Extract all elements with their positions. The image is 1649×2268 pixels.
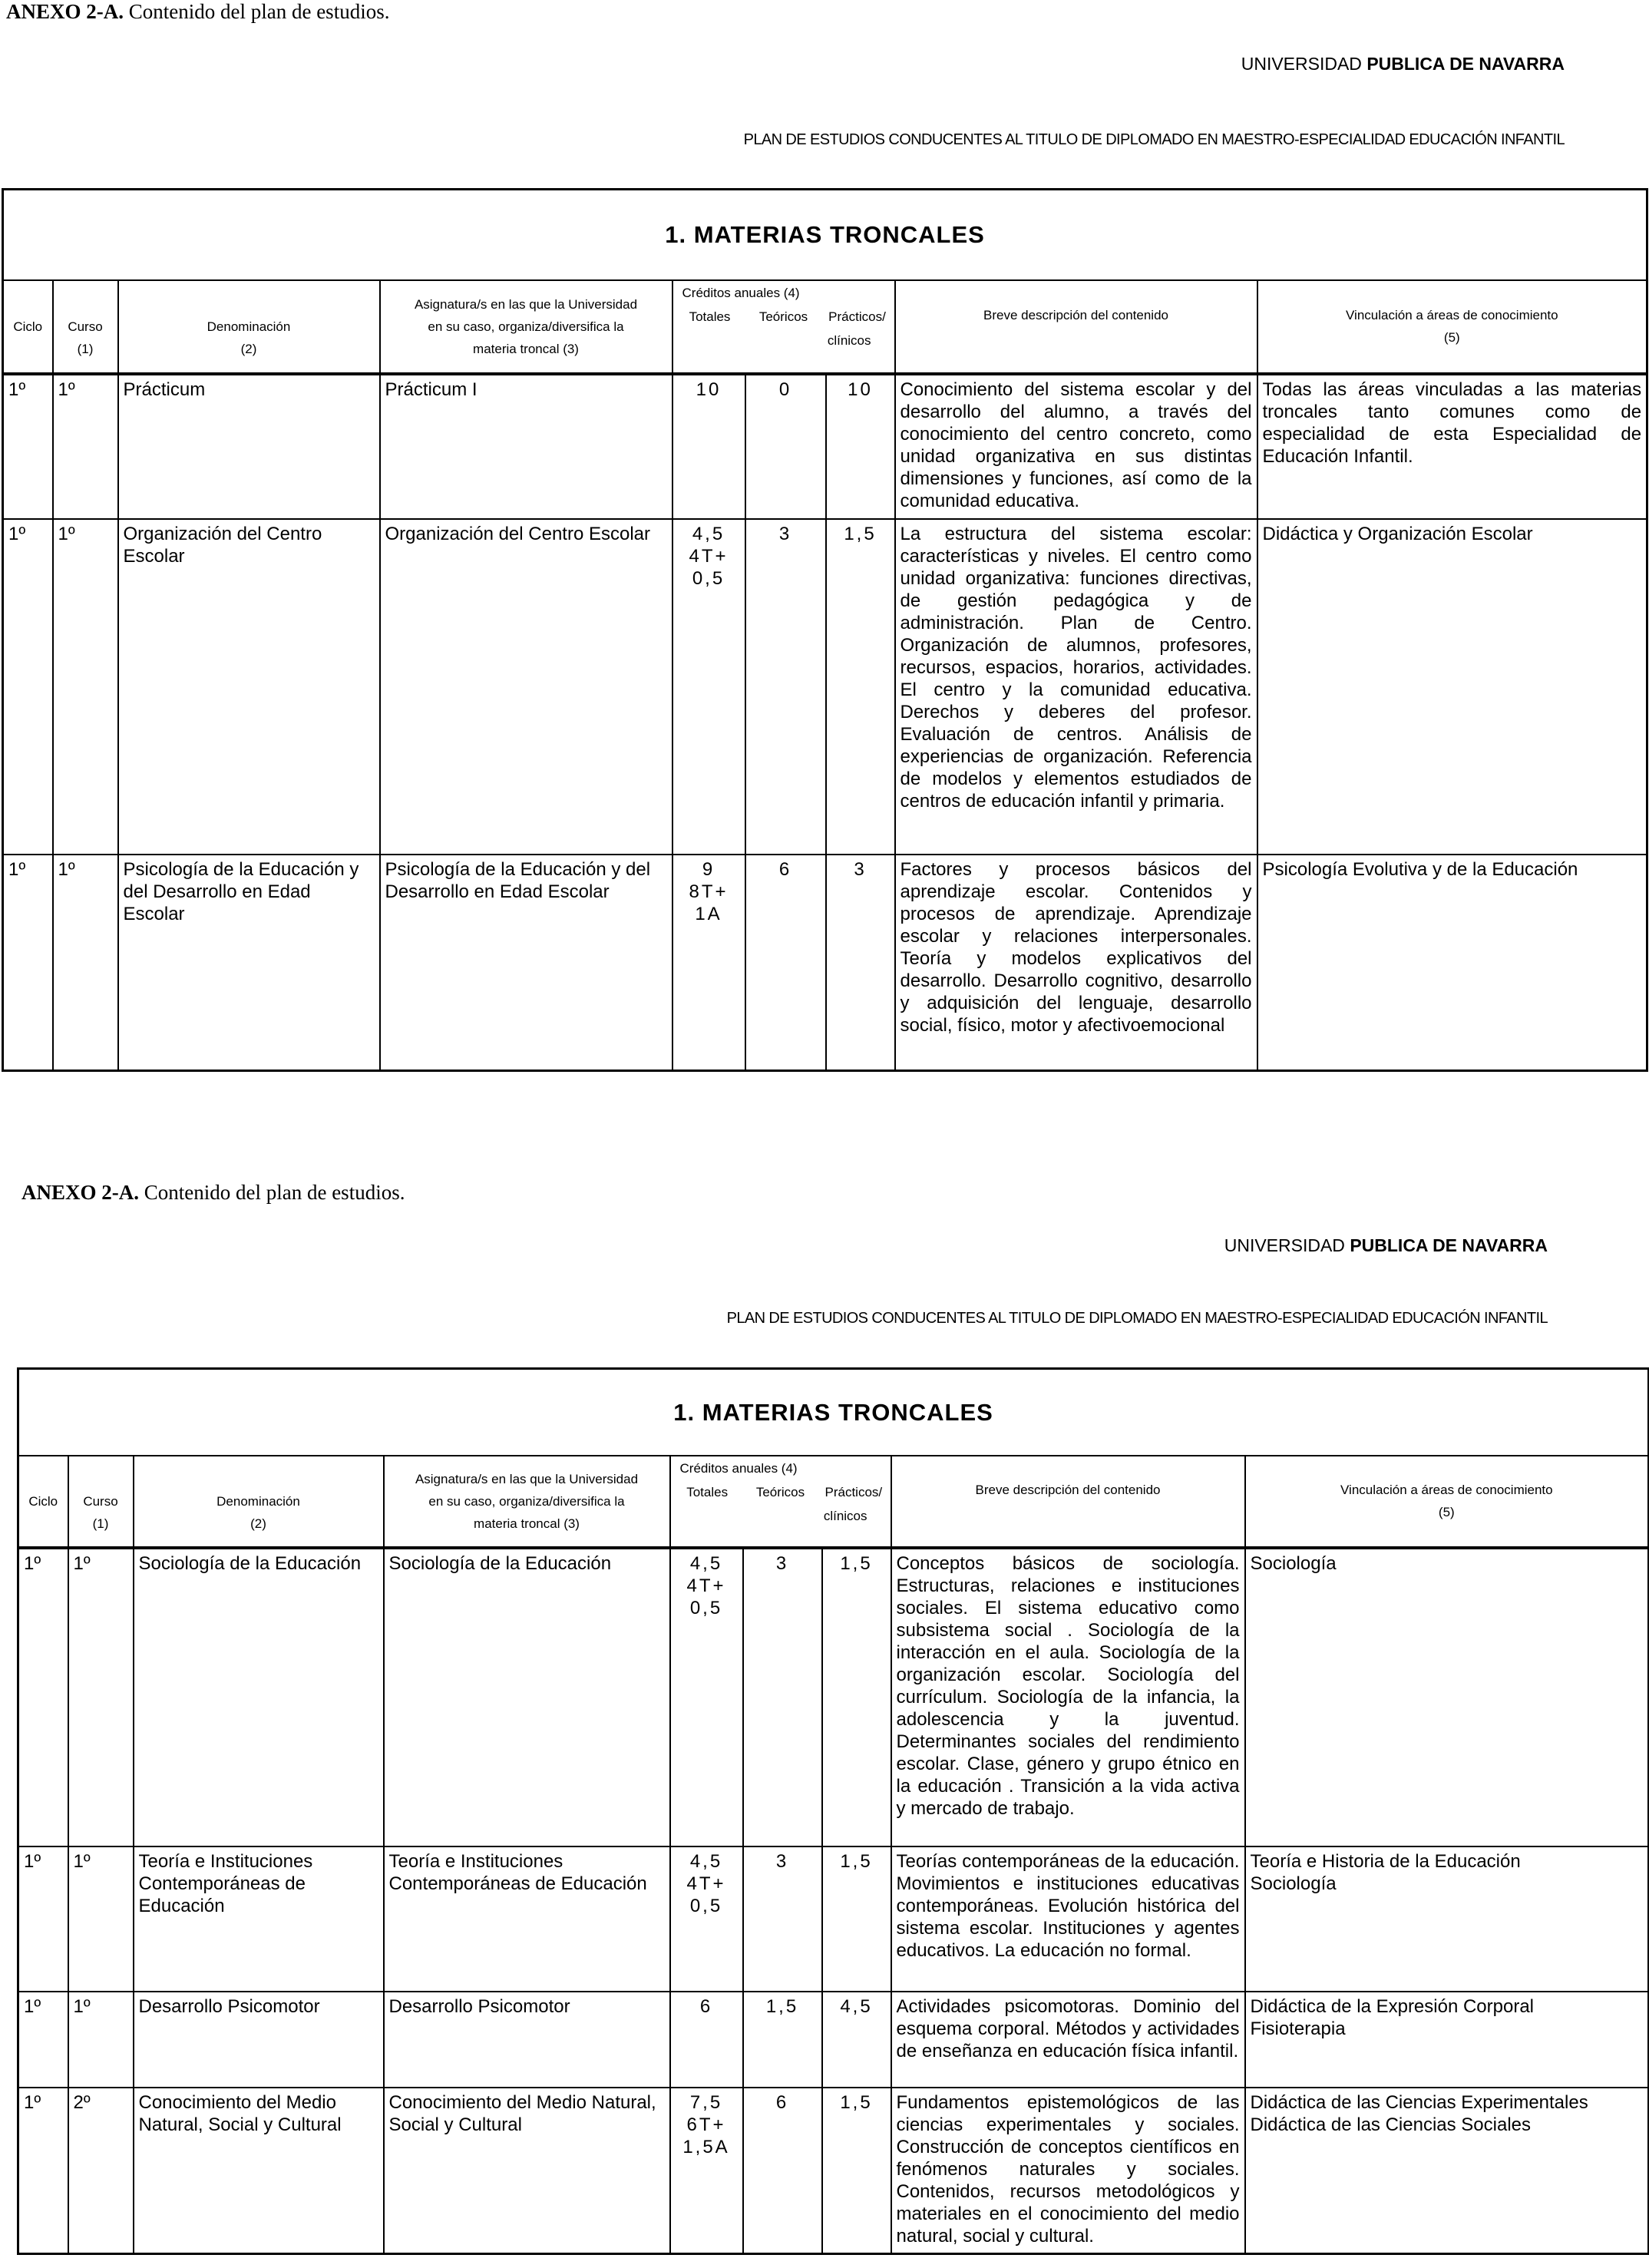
header-vinculacion: Vinculación a áreas de conocimiento (5) [1245,1456,1649,1548]
plan-title: PLAN DE ESTUDIOS CONDUCENTES AL TITULO DE DIPLOMADO EN MAESTRO-ESPECIALIDAD EDUCACIÓN INFANTIL [743,131,1565,148]
cell-teoricos: 0 [745,374,826,519]
cell-denominacion: Sociología de la Educación [134,1548,384,1846]
cell-descripcion: Conceptos básicos de sociología. Estructuras, relaciones e instituciones sociales. El sistema educativo como subsistema social . Sociología de la interacción en el aula. Sociología de la organización escolar. Sociología del currículum. Sociología de la infancia, la adolescencia y la juventud. Determinantes sociales del rendimiento escolar. Clase, género y grupo étnico en la educación . Transición a la vida activa y mercado de trabajo. [891,1548,1245,1846]
table-row [18,1846,1649,1992]
cell-asignatura: Sociología de la Educación [384,1548,670,1846]
header-asignatura: Asignatura/s en las que la Universidad en su caso, organiza/diversifica la materia troncal (3) [380,280,672,374]
header-creditos [672,280,895,374]
cell-asignatura: Organización del Centro Escolar [380,519,672,855]
anexo-text: Contenido del plan de estudios. [128,0,390,23]
cell-descripcion: Teorías contemporáneas de la educación. Movimientos e instituciones educativas contemporáneas. Evolución histórica del sistema escolar. Instituciones y agentes educativos. La educación no formal. [891,1846,1245,1992]
cell-totales: 6 [670,1992,743,2088]
cell-descripcion: Factores y procesos básicos del aprendizaje escolar. Contenidos y procesos de aprendizaje. Aprendizaje escolar y relaciones interpersonales. Teoría y modelos explicativos del desarrollo. Desarrollo cognitivo, desarrollo y adquisición del lenguaje, desarrollo social, físico, motor y afectivoemocional [895,855,1257,1071]
table-row [3,374,1647,519]
cell-curso: 1º [53,855,118,1071]
cell-teoricos: 1,5 [743,1992,822,2088]
cell-totales: 4,5 4T+ 0,5 [670,1846,743,1992]
cell-teoricos: 3 [745,519,826,855]
cell-curso: 1º [68,1992,134,2088]
cell-curso: 2º [68,2088,134,2254]
cell-ciclo: 1º [18,1548,68,1846]
header-curso: Curso (1) [53,280,118,374]
table-title: 1. MATERIAS TRONCALES [3,190,1647,280]
cell-vinculacion: Didáctica de las Ciencias Experimentales Didáctica de las Ciencias Sociales [1245,2088,1649,2254]
cell-descripcion: Fundamentos epistemológicos de las ciencias experimentales y sociales. Construcción de conceptos científicos en fenómenos naturales y sociales. Contenidos, recursos metodológicos y materiales en el conocimiento del medio natural, social y cultural. [891,2088,1245,2254]
header-clinicos: clínicos [827,332,871,348]
cell-denominacion: Desarrollo Psicomotor [134,1992,384,2088]
cell-asignatura: Desarrollo Psicomotor [384,1992,670,2088]
university-name: PUBLICA DE NAVARRA [1366,54,1565,74]
cell-denominacion: Conocimiento del Medio Natural, Social y Cultural [134,2088,384,2254]
university-prefix: UNIVERSIDAD [1241,54,1362,74]
cell-curso: 1º [53,374,118,519]
table-row [18,1992,1649,2088]
troncales-table [2,188,1648,1072]
cell-denominacion: Teoría e Instituciones Contemporáneas de Educación [134,1846,384,1992]
header-teoricos: Teóricos [755,1484,805,1499]
header-creditos [670,1456,891,1548]
header-curso: Curso (1) [68,1456,134,1548]
anexo-label: ANEXO 2-A. [6,0,124,23]
cell-ciclo: 1º [18,1846,68,1992]
table-title: 1. MATERIAS TRONCALES [18,1369,1649,1456]
cell-totales: 4,5 4T+ 0,5 [672,519,745,855]
cell-totales: 4,5 4T+ 0,5 [670,1548,743,1846]
cell-teoricos: 3 [743,1846,822,1992]
cell-vinculacion: Didáctica y Organización Escolar [1257,519,1647,855]
cell-practicos: 10 [826,374,895,519]
cell-vinculacion: Todas las áreas vinculadas a las materias troncales tanto comunes como de especialidad de esta Especialidad de Educación Infantil. [1257,374,1647,519]
cell-teoricos: 6 [745,855,826,1071]
cell-practicos: 1,5 [822,1548,891,1846]
cell-ciclo: 1º [3,519,53,855]
header-practicos: Prácticos/ [824,1484,883,1499]
header-creditos-label: Créditos anuales (4) [682,285,800,300]
header-practicos: Prácticos/ [828,309,886,324]
header-creditos-label: Créditos anuales (4) [679,1460,798,1476]
cell-ciclo: 1º [3,374,53,519]
cell-vinculacion: Teoría e Historia de la Educación Sociología [1245,1846,1649,1992]
cell-teoricos: 6 [743,2088,822,2254]
header-descripcion: Breve descripción del contenido [895,280,1257,374]
header-asignatura: Asignatura/s en las que la Universidad en su caso, organiza/diversifica la materia troncal (3) [384,1456,670,1548]
table-row [18,2088,1649,2254]
cell-vinculacion: Didáctica de la Expresión Corporal Fisioterapia [1245,1992,1649,2088]
cell-vinculacion: Sociología [1245,1548,1649,1846]
header-ciclo: Ciclo [3,280,53,374]
cell-totales: 9 8T+ 1A [672,855,745,1071]
cell-denominacion: Organización del Centro Escolar [118,519,380,855]
university-heading [1241,54,1565,74]
cell-descripcion: La estructura del sistema escolar: características y niveles. El centro como unidad organizativa: funciones directivas, de gestión pedagógica y de administración. Plan de Centro. Organización de alumnos, profesores, recursos, espacios, horarios, actividades. El centro y la comunidad educativa. Derechos y deberes del profesor. Evaluación de centros. Análisis de experiencias de organización. Referencia de modelos y elementos estudiados de centros de educación infantil y primaria. [895,519,1257,855]
cell-ciclo: 1º [3,855,53,1071]
cell-practicos: 3 [826,855,895,1071]
cell-asignatura: Conocimiento del Medio Natural, Social y Cultural [384,2088,670,2254]
cell-totales: 10 [672,374,745,519]
cell-vinculacion: Psicología Evolutiva y de la Educación [1257,855,1647,1071]
cell-curso: 1º [68,1846,134,1992]
table-row [3,855,1647,1071]
cell-curso: 1º [68,1548,134,1846]
plan-title: PLAN DE ESTUDIOS CONDUCENTES AL TITULO DE DIPLOMADO EN MAESTRO-ESPECIALIDAD EDUCACIÓN INFANTIL [726,1310,1548,1327]
cell-practicos: 1,5 [826,519,895,855]
cell-denominacion: Psicología de la Educación y del Desarrollo en Edad Escolar [118,855,380,1071]
cell-descripcion: Actividades psicomotoras. Dominio del esquema corporal. Métodos y actividades de enseñanza en educación física infantil. [891,1992,1245,2088]
header-ciclo: Ciclo [18,1456,68,1548]
cell-asignatura: Prácticum I [380,374,672,519]
cell-ciclo: 1º [18,1992,68,2088]
cell-curso: 1º [53,519,118,855]
header-totales: Totales [686,1484,729,1499]
header-descripcion: Breve descripción del contenido [891,1456,1245,1548]
cell-practicos: 1,5 [822,1846,891,1992]
cell-asignatura: Psicología de la Educación y del Desarrollo en Edad Escolar [380,855,672,1071]
anexo-heading [21,1181,405,1205]
anexo-label: ANEXO 2-A. [21,1181,139,1204]
cell-denominacion: Prácticum [118,374,380,519]
table-row [3,519,1647,855]
cell-practicos: 4,5 [822,1992,891,2088]
university-heading [1224,1235,1548,1256]
header-teoricos: Teóricos [758,309,808,324]
university-name: PUBLICA DE NAVARRA [1350,1235,1548,1255]
cell-descripcion: Conocimiento del sistema escolar y del desarrollo del alumno, a través del conocimiento del centro concreto, como unidad organizativa en sus distintas dimensiones y funciones, así como de la comunidad educativa. [895,374,1257,519]
header-totales: Totales [689,309,731,324]
cell-ciclo: 1º [18,2088,68,2254]
troncales-table [17,1367,1649,2255]
header-vinculacion: Vinculación a áreas de conocimiento (5) [1257,280,1647,374]
cell-totales: 7,5 6T+ 1,5A [670,2088,743,2254]
anexo-text: Contenido del plan de estudios. [144,1181,405,1204]
table-row [18,1548,1649,1846]
header-denominacion: Denominación (2) [118,280,380,374]
header-clinicos: clínicos [823,1508,867,1523]
cell-practicos: 1,5 [822,2088,891,2254]
header-denominacion: Denominación (2) [134,1456,384,1548]
cell-asignatura: Teoría e Instituciones Contemporáneas de Educación [384,1846,670,1992]
anexo-heading [6,0,389,24]
university-prefix: UNIVERSIDAD [1224,1235,1345,1255]
cell-teoricos: 3 [743,1548,822,1846]
